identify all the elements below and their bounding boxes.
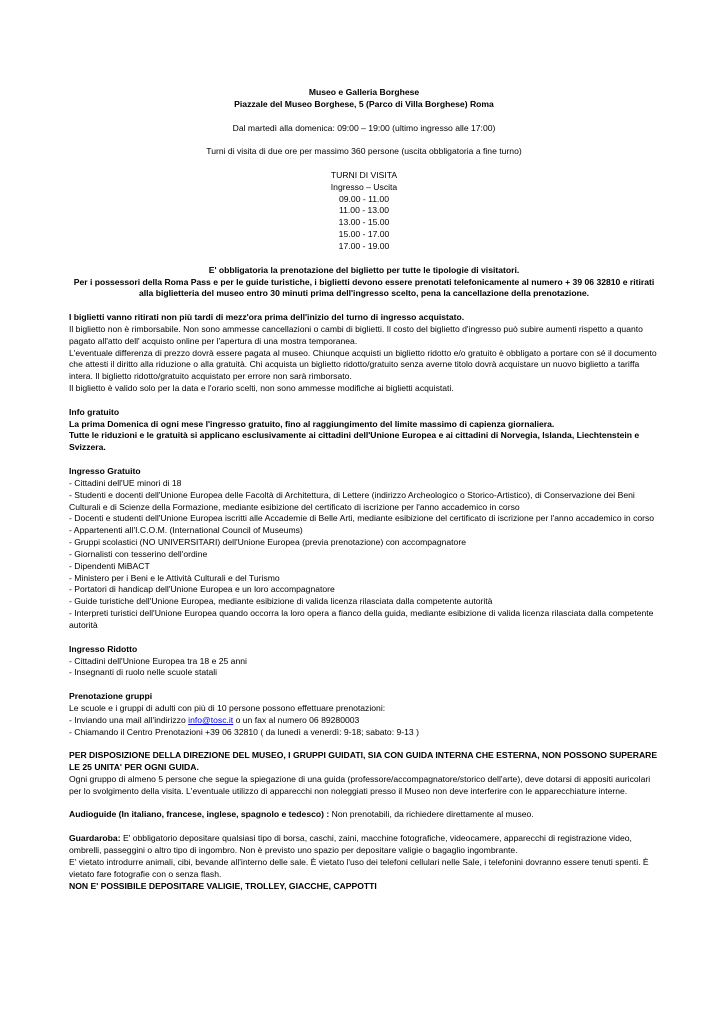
schedule-slot: 11.00 - 13.00 — [338, 205, 389, 216]
turns-info: Turni di visita di due ore per massimo 360 persone (uscita obbligatoria a fine turno) — [206, 146, 522, 157]
museum-name: Museo e Galleria Borghese — [308, 87, 420, 97]
email-prefix: - Inviando una mail all'indirizzo — [69, 714, 189, 725]
free-entry-heading: Ingresso Gratuito — [69, 466, 141, 476]
reductions-eligibility-notice: Tutte le riduzioni e le gratuità si applicano esclusivamente ai cittadini dell'Unione Europea e ai cittadini di Norvegia, Islanda, Liechtenstein e Svizzera. — [69, 430, 640, 453]
list-item: - Cittadini dell'UE minori di 18 — [69, 477, 182, 488]
email-suffix: o un fax al numero 06 89280003 — [233, 714, 360, 725]
email-link[interactable]: info@tosc.it — [188, 714, 234, 725]
group-limits-text: Ogni gruppo di almeno 5 persone che segue la spiegazione di una guida (professore/accompagnatore/storico dell'arte), deve dotarsi di appositi auricolari per lo svolgimento della visita. L'eventuale utilizzo di apparecchi non noleggiati presso il Museo non deve interferire con le apparecchiature interne. — [69, 773, 651, 796]
group-booking-heading: Prenotazione gruppi — [69, 691, 153, 702]
museum-address: Piazzale del Museo Borghese, 5 (Parco di Villa Borghese) Roma — [234, 98, 494, 109]
list-item: - Portatori di handicap dell'Unione Europea e un loro accompagnatore — [69, 584, 335, 595]
list-item: - Docenti e studenti dell'Unione Europea iscritti alle Accademie di Belle Arti, mediante esibizione del certificato di iscrizione per l'anno accademico in corso — [69, 513, 655, 524]
cloakroom-label: Guardaroba: — [69, 833, 121, 844]
schedule-slot: 13.00 - 15.00 — [338, 217, 390, 228]
audioguide-text: Non prenotabili, da richiedere direttamente al museo. — [329, 809, 534, 820]
group-limits-heading: PER DISPOSIZIONE DELLA DIREZIONE DEL MUSEO, I GRUPPI GUIDATI, SIA CON GUIDA INTERNA CHE ESTERNA, NON POSSONO SUPERARE LE 25 UNITA' PER OGNI GUIDA. — [69, 750, 658, 773]
reduced-entry-heading: Ingresso Ridotto — [69, 643, 138, 654]
roma-pass-notice: Per i possessori della Roma Pass e per le guide turistiche, i biglietti devono essere prenotati telefonicamente al numero + 39 06 32810 e ritirati alla biglietteria del museo entro 30 minuti prima dell'ingresso scelto, pena la cancellazione della prenotazione. — [73, 276, 655, 299]
list-item: - Cittadini dell'Unione Europea tra 18 e 25 anni — [69, 655, 247, 666]
booking-mandatory-notice: E' obbligatoria la prenotazione del biglietto per tutte le tipologie di visitatori. — [208, 264, 520, 275]
schedule-slot: 17.00 - 19.00 — [338, 240, 390, 251]
cloakroom-text: E' obbligatorio depositare qualsiasi tipo di borsa, caschi, zaini, macchine fotografiche, videocamere, apparecchi di registrazione video, ombrelli, passeggini o altro tipo di ingombro. Non è previsto uno spazio per depositare valigie o bagaglio ingombrante. — [69, 833, 632, 855]
free-sunday-notice: La prima Domenica di ogni mese l'ingresso gratuito, fino al raggiungimento del limite massimo di capienza giornaliera. — [69, 418, 555, 429]
list-item: - Gruppi scolastici (NO UNIVERSITARI) dell'Unione Europea (previa prenotazione) con accompagnatore — [69, 537, 466, 548]
list-item: - Interpreti turistici dell'Unione Europea quando occorra la loro opera a fianco della guida, mediante esibizione di valida licenza rilasciata dalla competente autorità — [69, 608, 654, 630]
list-item: - Insegnanti di ruolo nelle scuole statali — [69, 667, 218, 678]
schedule-title: TURNI DI VISITA — [330, 169, 398, 180]
group-booking-email-line — [69, 715, 659, 727]
list-item: - Ministero per i Beni e le Attività Culturali e del Turismo — [69, 572, 280, 583]
ticket-rules-paragraph: Il biglietto non è rimborsabile. Non sono ammesse cancellazioni o cambi di biglietti. Il costo del biglietto d'ingresso può subire aumenti rispetto a quanto pagato all'atto dell' acquisto online per l'apertura di una mostra temporanea. — [69, 323, 643, 346]
list-item: - Appartenenti all'I.C.O.M. (International Council of Museums) — [69, 525, 303, 536]
audioguide-line — [69, 809, 659, 821]
list-item: - Guide turistiche dell'Unione Europea, mediante esibizione di valida licenza rilasciata dalla competente autorità — [69, 596, 493, 607]
ticket-pickup-heading: I biglietti vanno ritirati non più tardi di mezz'ora prima dell'inizio del turno di ingresso acquistato. — [69, 312, 465, 323]
schedule-slot: 09.00 - 11.00 — [338, 193, 389, 204]
document-page — [69, 87, 659, 892]
group-booking-phone-line: - Chiamando il Centro Prenotazioni +39 06 32810 ( da lunedì a venerdì: 9-18; sabato: 9-13 ) — [69, 726, 419, 737]
list-item: - Studenti e docenti dell'Unione Europea delle Facoltà di Architettura, di Lettere (indirizzo Archeologico o Storico-Artistico), di Conservazione dei Beni Culturali e di Scienze della Formazione, mediante esibizione del certificato di iscrizione per l'anno accademico in corso — [69, 489, 635, 512]
ticket-rules-paragraph: L'eventuale differenza di prezzo dovrà essere pagata al museo. Chiunque acquisti un biglietto ridotto e/o gratuito è obbligato a portare con sé il documento che attesti il diritto alla riduzione o alla gratuità. Chi acquista un biglietto ridotto/gratuito senza averne titolo dovrà acquistare un nuovo biglietto a tariffa intera. Il biglietto ridotto/gratuito acquistato per errore non sarà rimborsato. — [69, 347, 657, 382]
schedule-slot: 15.00 - 17.00 — [338, 229, 390, 240]
cloakroom-rules: E' vietato introdurre animali, cibi, bevande all'interno delle sale. È vietato l'uso dei telefoni cellulari nelle Sale, i telefonini dovranno essere tenuti spenti. È vietato fare fotografie con o senza flash. — [69, 856, 649, 879]
list-item: - Giornalisti con tesserino dell'ordine — [69, 548, 208, 559]
ticket-rules-paragraph: Il biglietto è valido solo per la data e l'orario scelti, non sono ammesse modifiche ai biglietti acquistati. — [69, 383, 454, 394]
cloakroom-final-notice: NON E' POSSIBILE DEPOSITARE VALIGIE, TROLLEY, GIACCHE, CAPPOTTI — [69, 880, 377, 891]
cloakroom-line — [69, 833, 659, 857]
schedule-subtitle: Ingresso – Uscita — [330, 181, 398, 192]
list-item: - Dipendenti MiBACT — [69, 560, 150, 571]
audioguide-label: Audioguide (In italiano, francese, inglese, spagnolo e tedesco) : — [69, 809, 330, 820]
opening-hours: Dal martedì alla domenica: 09:00 – 19:00 (ultimo ingresso alle 17:00) — [232, 122, 496, 133]
free-info-heading: Info gratuito — [69, 406, 120, 417]
group-booking-intro: Le scuole e i gruppi di adulti con più di 10 persone possono effettuare prenotazioni: — [69, 702, 386, 713]
